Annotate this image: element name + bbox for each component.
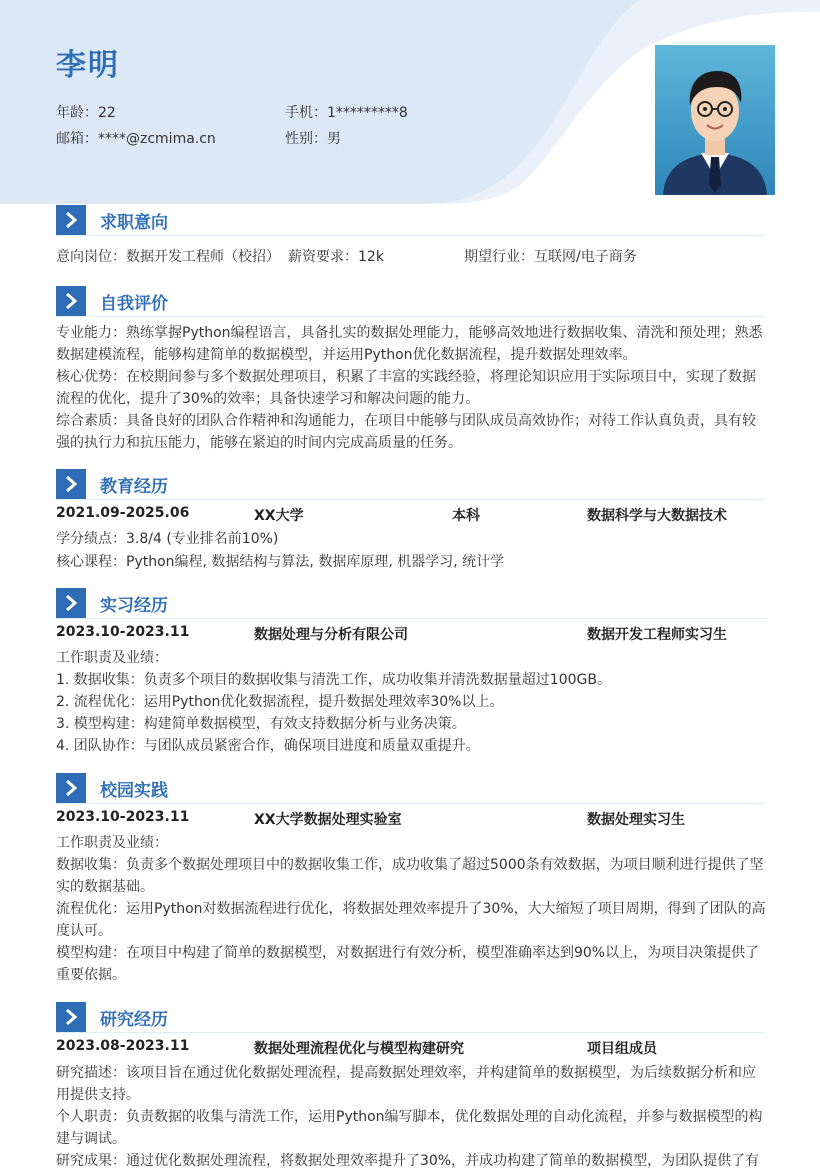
campus-role: 数据处理实习生 — [587, 812, 685, 828]
research-item: 研究成果：通过优化数据处理流程，将数据处理效率提升了30%，并成功构建了简单的数据模型，为团队提供了有 — [56, 1153, 760, 1169]
chevron-right-icon — [56, 1002, 86, 1032]
section-title: 实习经历 — [100, 595, 168, 616]
section-title: 研究经历 — [100, 1009, 168, 1030]
internship-company: 数据处理与分析有限公司 — [254, 627, 408, 643]
email-info: 邮箱：****@zcmima.cn — [56, 131, 216, 147]
internship-item: 4. 团队协作：与团队成员紧密合作，确保项目进度和质量双重提升。 — [56, 738, 480, 754]
campus-item: 模型构建：在项目中构建了简单的数据模型，对数据进行有效分析，模型准确率达到90%以上，为项目决策提供了重要依据。 — [56, 945, 760, 983]
education-school: XX大学 — [254, 508, 304, 524]
campus-org: XX大学数据处理实验室 — [254, 812, 402, 828]
divider — [56, 803, 766, 804]
education-major: 数据科学与大数据技术 — [587, 508, 727, 524]
intent-salary: 薪资要求：12k — [288, 249, 384, 265]
gender-info: 性别：男 — [285, 131, 341, 147]
intent-industry: 期望行业：互联网/电子商务 — [464, 249, 637, 265]
education-gpa: 学分绩点：3.8/4 (专业排名前10%) — [56, 531, 279, 547]
intent-position: 意向岗位：数据开发工程师（校招） — [56, 249, 280, 265]
research-item: 研究描述：该项目旨在通过优化数据处理流程，提高数据处理效率，并构建简单的数据模型，为后续数据分析和应用提供支持。 — [56, 1065, 756, 1103]
candidate-name: 李明 — [56, 48, 120, 83]
research-role: 项目组成员 — [587, 1041, 657, 1057]
phone-info: 手机：1*********8 — [285, 105, 408, 121]
education-courses: 核心课程：Python编程, 数据结构与算法, 数据库原理, 机器学习, 统计学 — [56, 554, 505, 570]
education-row — [56, 505, 766, 527]
internship-period: 2023.10-2023.11 — [56, 624, 190, 640]
internship-role: 数据开发工程师实习生 — [587, 627, 727, 643]
divider — [56, 235, 766, 236]
internship-intro: 工作职责及业绩： — [56, 650, 168, 666]
chevron-right-icon — [56, 205, 86, 235]
section-header — [56, 286, 168, 316]
section-header — [56, 773, 168, 803]
internship-item: 3. 模型构建：构建简单数据模型，有效支持数据分析与业务决策。 — [56, 716, 466, 732]
internship-item: 1. 数据收集：负责多个项目的数据收集与清洗工作，成功收集并清洗数据量超过100GB。 — [56, 672, 611, 688]
divider — [56, 1032, 766, 1033]
internship-row — [56, 624, 766, 646]
divider — [56, 618, 766, 619]
section-header — [56, 588, 168, 618]
section-header — [56, 1002, 168, 1032]
campus-item: 数据收集：负责多个数据处理项目中的数据收集工作，成功收集了超过5000条有效数据，为项目顺利进行提供了坚实的数据基础。 — [56, 857, 764, 895]
research-period: 2023.08-2023.11 — [56, 1038, 190, 1054]
campus-intro: 工作职责及业绩： — [56, 835, 168, 851]
education-period: 2021.09-2025.06 — [56, 505, 190, 521]
section-title: 教育经历 — [100, 476, 168, 497]
campus-item: 流程优化：运用Python对数据流程进行优化，将数据处理效率提升了30%，大大缩短了项目周期，得到了团队的高度认可。 — [56, 901, 766, 939]
research-item: 个人职责：负责数据的收集与清洗工作，运用Python编写脚本，优化数据处理的自动化流程，并参与数据模型的构建与调试。 — [56, 1109, 763, 1147]
divider — [56, 499, 766, 500]
chevron-right-icon — [56, 588, 86, 618]
section-header — [56, 469, 168, 499]
education-degree: 本科 — [452, 508, 480, 524]
self-eval-line: 综合素质：具备良好的团队合作精神和沟通能力，在项目中能够与团队成员高效协作；对待工作认真负责，具有较强的执行力和抗压能力，能够在紧迫的时间内完成高质量的任务。 — [56, 413, 756, 451]
section-header — [56, 205, 168, 235]
chevron-right-icon — [56, 286, 86, 316]
section-title: 自我评价 — [100, 293, 168, 314]
chevron-right-icon — [56, 469, 86, 499]
age-info: 年龄：22 — [56, 105, 116, 121]
research-project: 数据处理流程优化与模型构建研究 — [254, 1041, 464, 1057]
campus-period: 2023.10-2023.11 — [56, 809, 190, 825]
internship-item: 2. 流程优化：运用Python优化数据流程，提升数据处理效率30%以上。 — [56, 694, 504, 710]
section-title: 求职意向 — [100, 212, 168, 233]
section-title: 校园实践 — [100, 780, 168, 801]
divider — [56, 316, 766, 317]
profile-photo — [655, 45, 775, 195]
research-row — [56, 1038, 766, 1060]
chevron-right-icon — [56, 773, 86, 803]
self-eval-line: 核心优势：在校期间参与多个数据处理项目，积累了丰富的实践经验，将理论知识应用于实际项目中，实现了数据流程的优化，提升了30%的效率；具备快速学习和解决问题的能力。 — [56, 369, 756, 407]
campus-row — [56, 809, 766, 831]
self-eval-line: 专业能力：熟练掌握Python编程语言，具备扎实的数据处理能力，能够高效地进行数据收集、清洗和预处理；熟悉数据建模流程，能够构建简单的数据模型，并运用Python优化数据流程，提升数据处理效率。 — [56, 325, 763, 363]
